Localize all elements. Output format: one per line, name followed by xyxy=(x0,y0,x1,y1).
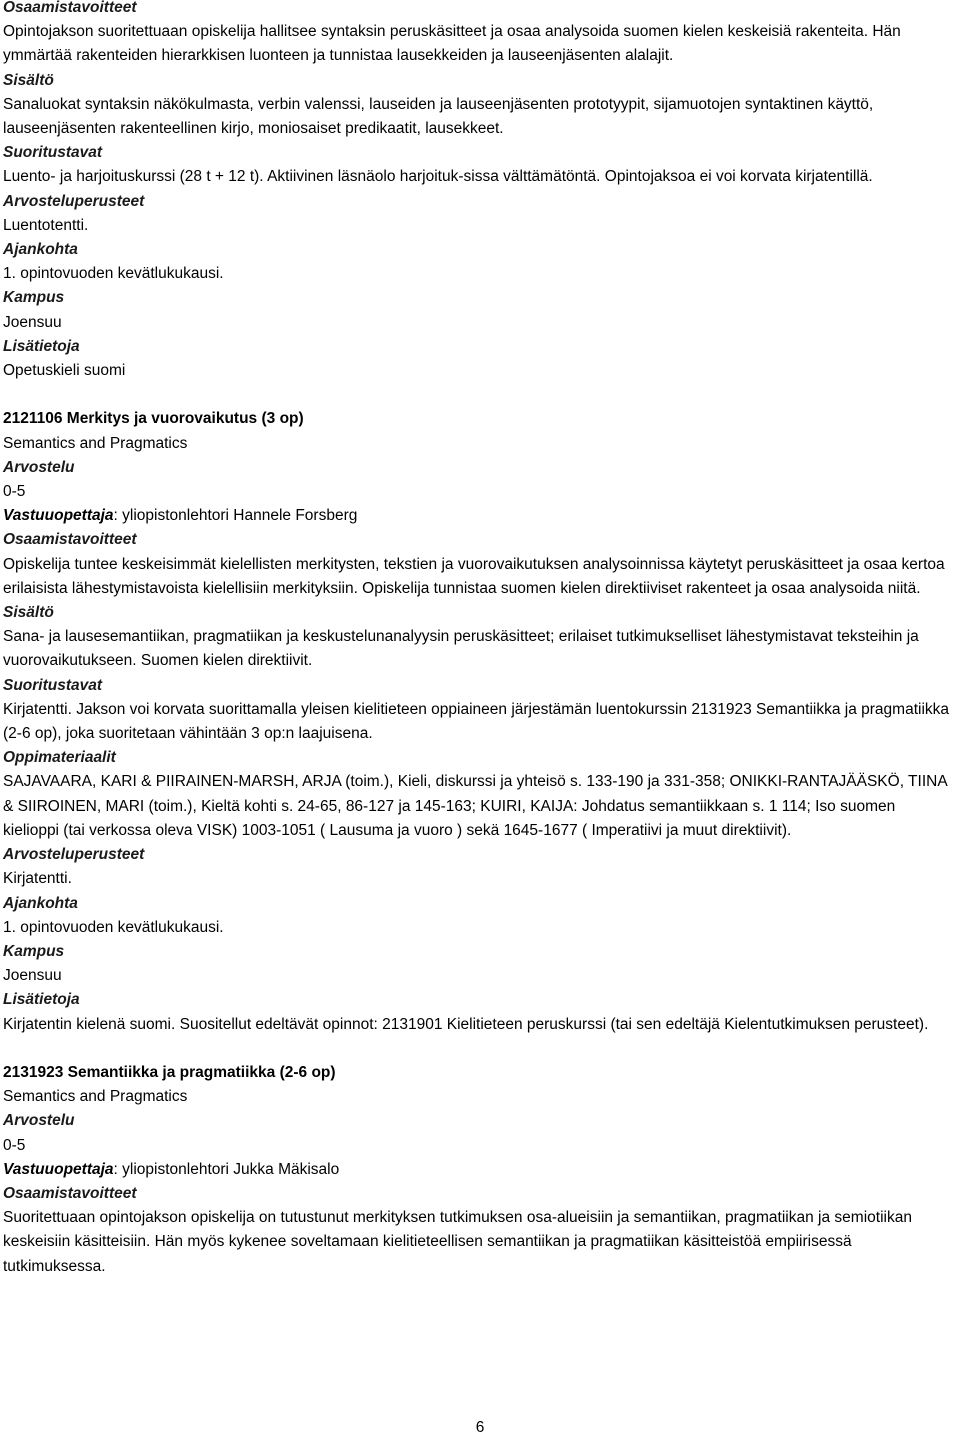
heading-oppimateriaalit: Oppimateriaalit xyxy=(3,749,116,767)
course-2121106 xyxy=(3,407,953,1036)
heading-sisalto: Sisältö xyxy=(3,604,54,622)
page-number: 6 xyxy=(475,1419,485,1436)
suoritustavat-text: Kirjatentti. Jakson voi korvata suorittamalla yleisen kielitieteen oppiaineen järjestämän luentokurssin 2131923 Semantiikka ja pragmatiikka (2-6 op), joka suoritetaan vähintään 3 op:n laajuisena. xyxy=(3,700,950,743)
vastuuopettaja-value: : yliopistonlehtori Jukka Mäkisalo xyxy=(113,1160,340,1178)
spacer xyxy=(3,1037,953,1061)
ajankohta-text: 1. opintovuoden kevätlukukausi. xyxy=(3,918,224,936)
kampus-text: Joensuu xyxy=(3,967,62,985)
arvosteluperusteet-text: Luentotentti. xyxy=(3,216,89,234)
heading-lisatietoja: Lisätietoja xyxy=(3,991,80,1009)
lisatietoja-text: Kirjatentin kielenä suomi. Suositellut edeltävät opinnot: 2131901 Kielitieteen peruskurssi (tai sen edeltäjä Kielentutkimuksen perusteet). xyxy=(3,1015,929,1033)
sisalto-text: Sana- ja lausesemantiikan, pragmatiikan ja keskustelunanalyysin peruskäsitteet; erilaiset tutkimukselliset lähestymistavat teksteihin ja vuorovaikutukseen. Suomen kielen direktiivit. xyxy=(3,628,919,670)
heading-osaamistavoitteet: Osaamistavoitteet xyxy=(3,531,137,549)
heading-ajankohta: Ajankohta xyxy=(3,894,78,912)
heading-osaamistavoitteet: Osaamistavoitteet xyxy=(3,1184,137,1202)
heading-kampus: Kampus xyxy=(3,942,65,960)
heading-lisatietoja: Lisätietoja xyxy=(3,337,80,355)
heading-suoritustavat: Suoritustavat xyxy=(3,676,103,694)
heading-suoritustavat: Suoritustavat xyxy=(3,144,103,162)
course-title: 2121106 Merkitys ja vuorovaikutus (3 op) xyxy=(3,410,304,428)
vastuuopettaja-line xyxy=(3,504,953,528)
kampus-text: Joensuu xyxy=(3,313,62,331)
section-previous-course xyxy=(3,0,953,383)
vastuuopettaja-value: : yliopistonlehtori Hannele Forsberg xyxy=(113,507,358,525)
arvosteluperusteet-text: Kirjatentti. xyxy=(3,870,72,888)
vastuuopettaja-label: Vastuuopettaja xyxy=(3,1160,114,1178)
ajankohta-text: 1. opintovuoden kevätlukukausi. xyxy=(3,265,224,283)
course-subtitle: Semantics and Pragmatics xyxy=(3,434,188,452)
heading-ajankohta: Ajankohta xyxy=(3,241,78,259)
arvostelu-text: 0-5 xyxy=(3,1136,26,1154)
sisalto-text: Sanaluokat syntaksin näkökulmasta, verbin valenssi, lauseiden ja lauseenjäsenten prototyypit, sijamuotojen syntaktinen käyttö, lauseenjäsenten rakenteellinen kirjo, moniosaiset predikaatit, lausekkeet. xyxy=(3,95,874,138)
arvostelu-text: 0-5 xyxy=(3,483,26,501)
course-title: 2131923 Semantiikka ja pragmatiikka (2-6 op) xyxy=(3,1063,336,1081)
course-2131923 xyxy=(3,1061,953,1279)
heading-kampus: Kampus xyxy=(3,289,65,307)
spacer xyxy=(3,383,953,407)
heading-osaamistavoitteet: Osaamistavoitteet xyxy=(3,0,137,16)
lisatietoja-text: Opetuskieli suomi xyxy=(3,362,126,380)
heading-arvosteluperusteet: Arvosteluperusteet xyxy=(3,192,145,210)
heading-arvostelu: Arvostelu xyxy=(3,458,75,476)
osaamistavoitteet-text: Opiskelija tuntee keskeisimmät kielellisten merkitysten, tekstien ja vuorovaikutuksen analysoinnissa käytetyt peruskäsitteet ja osaa kertoa erilaisista lähestymistavoista kielellisiin merkityksiin. Opiskelija tunnistaa suomen kielen direktiiviset rakenteet ja osaa analysoida niitä. xyxy=(3,555,945,597)
heading-arvostelu: Arvostelu xyxy=(3,1112,75,1130)
course-subtitle: Semantics and Pragmatics xyxy=(3,1088,188,1106)
osaamistavoitteet-text: Opintojakson suoritettuaan opiskelija hallitsee syntaksin peruskäsitteet ja osaa analysoida suomen kielen keskeisiä rakenteita. Hän ymmärtää rakenteiden hierarkkisen luonteen ja tunnistaa lausekkeiden ja lauseenjäsenten alalajit. xyxy=(3,23,901,65)
heading-arvosteluperusteet: Arvosteluperusteet xyxy=(3,846,145,864)
osaamistavoitteet-text: Suoritettuaan opintojakson opiskelija on tutustunut merkityksen tutkimuksen osa-alueisiin ja semantiikan, pragmatiikan ja semiotiikan keskeisiin käsitteisiin. Hän myös kykenee soveltamaan kielitieteellisen semantiikan ja pragmatiikan käsitteistöä empiirisessä tutkimuksessa. xyxy=(3,1209,912,1275)
oppimateriaalit-text: SAJAVAARA, KARI & PIIRAINEN-MARSH, ARJA (toim.), Kieli, diskurssi ja yhteisö s. 133-190 ja 331-358; ONIKKI-RANTAJÄÄSKÖ, TIINA & SIIROINEN, MARI (toim.), Kieltä kohti s. 24-65, 86-127 ja 145-163; KUIRI, KAIJA: Johdatus semantiikkaan s. 1 114; Iso suomen kielioppi (tai verkossa oleva VISK) 1003-1051 ( Lausuma ja vuoro ) sekä 1645-1677 ( Imperatiivi ja muut direktiivit). xyxy=(3,773,947,839)
page-content xyxy=(3,0,953,1279)
vastuuopettaja-label: Vastuuopettaja xyxy=(3,507,114,525)
vastuuopettaja-line xyxy=(3,1158,953,1182)
suoritustavat-text: Luento- ja harjoituskurssi (28 t + 12 t). Aktiivinen läsnäolo harjoituk-sissa välttämätöntä. Opintojaksoa ei voi korvata kirjatentillä. xyxy=(3,168,873,186)
heading-sisalto: Sisältö xyxy=(3,71,54,89)
